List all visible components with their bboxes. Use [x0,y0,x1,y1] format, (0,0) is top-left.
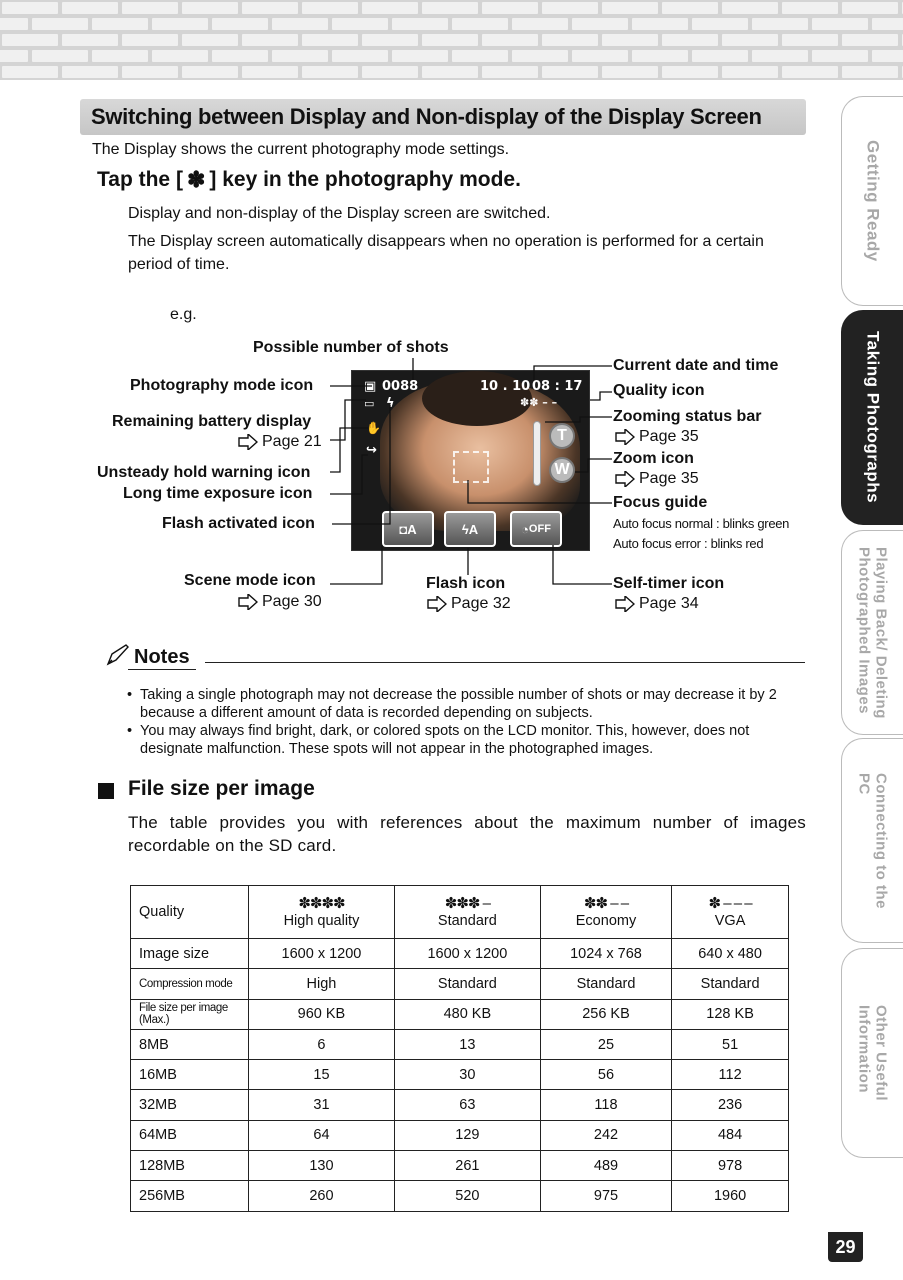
table-cell: 6 [249,1029,395,1059]
file-size-title: File size per image [128,777,315,800]
table-cell: 1600 x 1200 [394,939,540,969]
table-row [131,1029,789,1059]
notes-rule [205,662,805,663]
tab-label: Getting Ready [863,140,883,262]
table-row [131,1090,789,1120]
table-cell: 978 [672,1151,789,1181]
arrow-ref-icon [427,596,447,612]
table-cell: 1600 x 1200 [249,939,395,969]
table-header-cell [394,886,540,939]
table-cell: 960 KB [249,999,395,1029]
row-label: 32MB [131,1090,249,1120]
arrow-ref-icon [615,596,635,612]
quality-name: VGA [714,913,746,929]
table-header-cell [540,886,671,939]
table-row [131,1151,789,1181]
screen-time: 08 : 17 [532,379,583,394]
label-unsteady: Unsteady hold warning icon [97,464,311,481]
note-item: • You may always find bright, dark, or colored spots on the LCD monitor. This, however, does not designate malfunction. These spots will not appear in the photographed images. [127,722,807,758]
notes-heading [106,644,190,671]
step-text-after: ] key in the photography mode. [209,168,521,191]
ref-flash [427,595,511,613]
ref-text: Page 30 [262,593,322,610]
label-zoom-bar: Zooming status bar [613,408,762,425]
table-cell: 30 [394,1060,540,1090]
tab-label: Playing Back/ Deleting Photographed Images [855,546,890,719]
table-row [131,939,789,969]
notes-title: Notes [134,646,190,668]
table-header-cell [249,886,395,939]
table-cell: 112 [672,1060,789,1090]
scene-mode-value: A [407,521,417,537]
label-battery: Remaining battery display [112,413,312,430]
table-row [131,1120,789,1150]
zoom-wide-icon: W [549,457,575,483]
quality-icon: ✽✽ – – [520,396,558,409]
ref-zoom-icon [615,470,699,488]
table-cell: Standard [394,969,540,999]
ref-text: Page 21 [262,433,322,450]
screen-date: 10 . 10 [480,379,531,394]
intro-text: The Display shows the current photography mode settings. [92,141,510,158]
arrow-ref-icon [615,429,635,445]
arrow-ref-icon [238,434,258,450]
file-size-table [130,885,789,1212]
flash-icon: ϟ [461,521,469,537]
table-cell: 129 [394,1120,540,1150]
table-cell: 15 [249,1060,395,1090]
table-cell: 1960 [672,1181,789,1211]
scene-mode-icon: ◘ [399,521,408,537]
flash-value: A [468,521,479,537]
row-label: 16MB [131,1060,249,1090]
label-self-timer: Self-timer icon [613,575,725,592]
table-row [131,969,789,999]
table-cell: 640 x 480 [672,939,789,969]
self-timer-value: OFF [528,523,551,535]
tab-label: Other Useful Information [855,1004,890,1101]
label-focus-guide: Focus guide [613,494,708,511]
section-bullet-square [98,783,114,799]
long-exposure-icon: ↪ [366,443,377,458]
table-cell: 1024 x 768 [540,939,671,969]
table-cell: 118 [540,1090,671,1120]
tab-other-info[interactable] [841,948,903,1158]
table-cell: Standard [540,969,671,999]
ref-text: Page 35 [639,470,699,487]
step-note: The Display screen automatically disappears when no operation is performed for a certain period of time. [128,233,764,273]
table-row [131,999,789,1029]
label-flash-icon: Flash icon [426,575,506,592]
tab-label: Connecting to the PC [855,772,890,909]
table-cell: 236 [672,1090,789,1120]
ref-battery [238,433,322,451]
row-label: File size per image (Max.) [131,999,249,1029]
table-cell: 31 [249,1090,395,1120]
tab-connecting[interactable] [841,738,903,943]
quality-icons: ✽✽✽ – [444,895,490,912]
table-cell: 63 [394,1090,540,1120]
file-size-description: The table provides you with references about the maximum number of images recordable on the SD card. [128,813,806,855]
arrow-ref-icon [238,594,258,610]
unsteady-hold-icon: ✋ [366,421,381,435]
table-cell: 480 KB [394,999,540,1029]
ref-text: Page 32 [451,595,511,612]
row-label: Compression mode [131,969,249,999]
ref-scene-mode [238,593,322,611]
table-row [131,1060,789,1090]
label-flash-activated: Flash activated icon [162,515,315,532]
label-quality-icon: Quality icon [613,382,705,399]
ref-zoom-bar [615,428,699,446]
shots-counter: 0088 [382,379,419,394]
table-cell: 130 [249,1151,395,1181]
label-date-time: Current date and time [613,357,779,374]
table-cell: 242 [540,1120,671,1150]
pen-icon [106,644,130,671]
step-text-before: Tap the [ [97,168,183,191]
quality-icons: ✽✽ – – [583,895,629,912]
row-label: 128MB [131,1151,249,1181]
table-cell: 64 [249,1120,395,1150]
label-zoom-icon: Zoom icon [613,450,694,467]
note-item: • Taking a single photograph may not decrease the possible number of shots or may decrease it by 2 because a different amount of data is recorded depending on subjects. [127,686,807,722]
quality-name: High quality [283,913,360,929]
table-cell: 261 [394,1151,540,1181]
flash-activated-icon: ϟ [386,396,395,411]
tab-label: Taking Photographs [863,331,883,504]
table-cell: 256 KB [540,999,671,1029]
display-key-icon: ✽ [186,167,206,192]
quality-name: Standard [437,913,497,929]
self-timer-icon: ◔ [521,521,529,537]
table-cell: High [249,969,395,999]
zoom-tele-icon: T [549,423,575,449]
label-long-exposure: Long time exposure icon [123,485,313,502]
table-row [131,1181,789,1211]
table-cell: 489 [540,1151,671,1181]
photo-mode-icon: ▣ [364,379,377,394]
table-cell: 520 [394,1181,540,1211]
quality-icons: ✽ – – – [708,895,752,912]
focus-error-note: Auto focus error : blinks red [613,536,764,551]
row-label: Image size [131,939,249,969]
quality-icons: ✽✽✽✽ [298,895,345,912]
row-label: 64MB [131,1120,249,1150]
battery-icon: ▭ [364,397,375,410]
notes-underline [128,669,196,670]
table-cell: 975 [540,1181,671,1211]
row-label: 8MB [131,1029,249,1059]
label-scene-mode: Scene mode icon [184,572,316,589]
label-photo-mode-icon: Photography mode icon [130,377,314,394]
row-label: 256MB [131,1181,249,1211]
quality-name: Economy [575,913,637,929]
table-header-quality: Quality [131,886,249,939]
table-header-cell [672,886,789,939]
ref-text: Page 34 [639,595,699,612]
arrow-ref-icon [615,471,635,487]
step-description: Display and non-display of the Display screen are switched. [128,205,551,222]
ref-self-timer [615,595,699,613]
notes-list [127,686,807,758]
focus-normal-note: Auto focus normal : blinks green [613,516,790,531]
section-title: Switching between Display and Non-display of the Display Screen [80,99,806,135]
table-cell: 484 [672,1120,789,1150]
example-label: e.g. [170,306,197,323]
ref-text: Page 35 [639,428,699,445]
table-cell: 13 [394,1029,540,1059]
table-cell: 25 [540,1029,671,1059]
table-cell: 260 [249,1181,395,1211]
page-number: 29 [828,1232,863,1262]
table-cell: 128 KB [672,999,789,1029]
table-header-row [131,886,789,939]
table-cell: 56 [540,1060,671,1090]
label-possible-shots: Possible number of shots [253,339,449,356]
table-cell: Standard [672,969,789,999]
table-cell: 51 [672,1029,789,1059]
